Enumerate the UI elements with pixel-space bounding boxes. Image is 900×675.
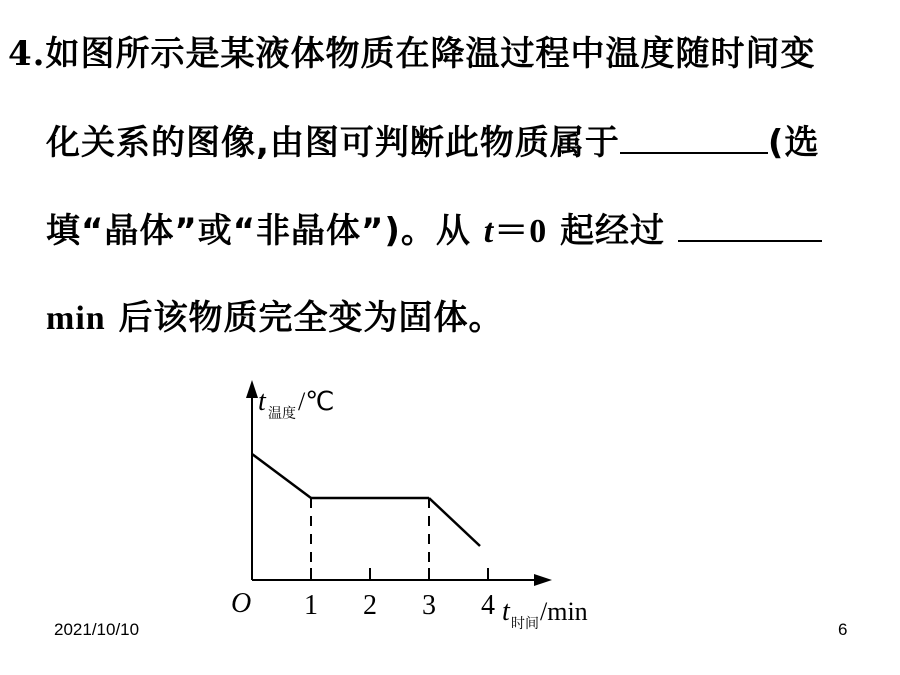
x-axis-arrow: [534, 574, 552, 586]
x-tick-label-4: 4: [481, 590, 495, 621]
question-text-2-tail: (选: [767, 123, 820, 163]
curve-segment-1: [252, 454, 311, 498]
question-text-3b: 起经过: [560, 211, 666, 251]
x-label-sub: 时间: [511, 617, 539, 632]
x-tick-label-3: 3: [422, 590, 436, 621]
question-text-4: 后该物质完全变为固体。: [118, 298, 504, 338]
y-label-unit: /℃: [298, 387, 335, 416]
question-text-3a: 填“晶体”或“非晶体”)。从: [46, 211, 471, 251]
question-number: 4.: [8, 34, 46, 74]
x-tick-label-1: 1: [304, 590, 318, 621]
x-label-unit: /min: [540, 597, 588, 626]
question-text-1: 如图所示是某液体物质在降温过程中温度随时间变: [45, 34, 816, 74]
variable-t: t: [483, 213, 495, 250]
origin-label: O: [231, 588, 252, 619]
footer-date: 2021/10/10: [54, 620, 140, 639]
equals-zero: ＝0: [494, 213, 548, 250]
y-axis-arrow: [246, 380, 258, 398]
x-label-var: t: [502, 596, 510, 627]
unit-min: min: [46, 300, 106, 337]
curve-segment-3: [429, 498, 480, 546]
y-label-var: t: [258, 386, 266, 417]
y-label-sub: 温度: [268, 407, 296, 422]
footer-page-number: 6: [838, 620, 848, 639]
x-tick-label-2: 2: [363, 590, 377, 621]
question-text-2: 化关系的图像,由图可判断此物质属于: [46, 123, 620, 163]
